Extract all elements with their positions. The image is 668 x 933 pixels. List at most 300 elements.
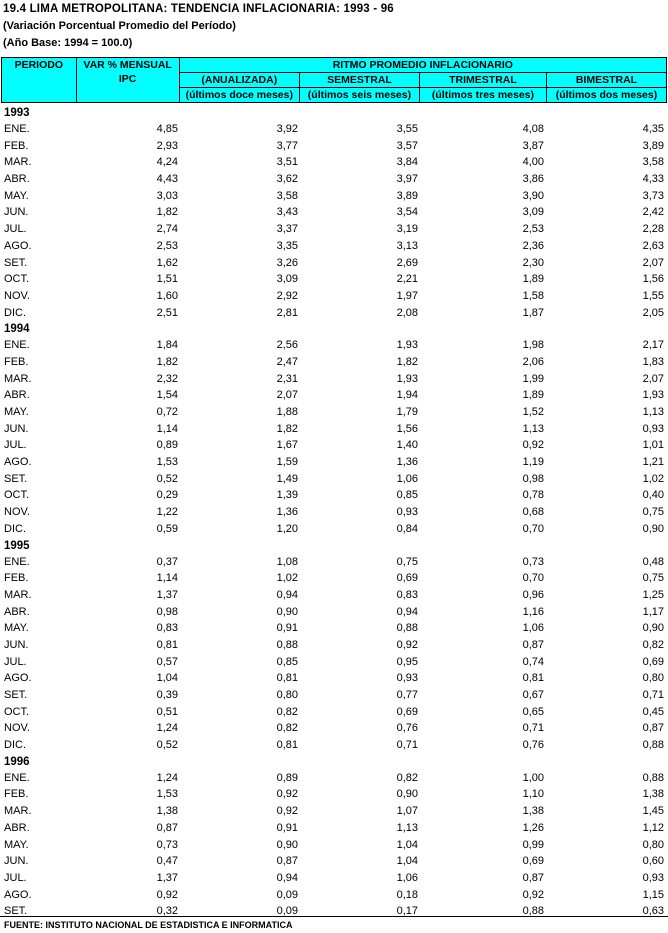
semestral-cell: 0,94 [396, 605, 418, 618]
semestral-cell: 1,06 [396, 472, 418, 485]
table-row [0, 504, 668, 521]
table-row [0, 704, 668, 721]
bimestral-cell: 1,15 [642, 888, 664, 901]
anualizada-cell: 1,08 [276, 555, 298, 568]
anualizada-cell: 0,09 [276, 905, 298, 918]
month-cell: MAY. [4, 622, 29, 635]
bimestral-cell: 0,40 [642, 489, 664, 502]
table-row [0, 288, 668, 305]
semestral-cell: 3,19 [396, 223, 418, 236]
anualizada-cell: 3,35 [276, 239, 298, 252]
trimestral-cell: 0,81 [522, 672, 544, 685]
semestral-cell: 1,56 [396, 422, 418, 435]
anualizada-cell: 1,82 [276, 422, 298, 435]
trimestral-cell: 3,87 [522, 139, 544, 152]
table-row [0, 770, 668, 787]
var-mensual-cell: 1,38 [156, 805, 178, 818]
semestral-cell: 0,95 [396, 655, 418, 668]
month-cell: NOV. [4, 722, 30, 735]
anualizada-cell: 1,59 [276, 456, 298, 469]
bimestral-cell: 2,07 [642, 372, 664, 385]
table-row [0, 620, 668, 637]
semestral-cell: 1,94 [396, 389, 418, 402]
table-row [0, 654, 668, 671]
month-cell: MAY. [4, 189, 29, 202]
anualizada-cell: 0,92 [276, 805, 298, 818]
header-var-line1: VAR % MENSUAL [83, 59, 172, 71]
bimestral-cell: 0,93 [642, 422, 664, 435]
semestral-cell: 1,97 [396, 289, 418, 302]
month-cell: OCT. [4, 489, 30, 502]
table-row [0, 454, 668, 471]
table-row [0, 354, 668, 371]
table-header [1, 57, 667, 103]
month-cell: MAY. [4, 406, 29, 418]
anualizada-cell: 0,88 [276, 638, 298, 651]
month-cell: MAR. [4, 805, 32, 818]
var-mensual-cell: 1,37 [156, 871, 178, 884]
trimestral-cell: 0,99 [522, 838, 544, 851]
month-cell: JUL. [4, 439, 27, 452]
table-row [0, 154, 668, 171]
trimestral-cell: 1,89 [522, 273, 544, 286]
table-row [0, 670, 668, 687]
bimestral-cell: 0,75 [642, 572, 664, 585]
semestral-cell: 1,13 [396, 821, 418, 834]
table-row [0, 604, 668, 621]
trimestral-cell: 1,99 [522, 372, 544, 385]
anualizada-cell: 0,81 [276, 672, 298, 685]
semestral-cell: 1,04 [396, 855, 418, 868]
var-mensual-cell: 0,81 [156, 638, 178, 651]
var-mensual-cell: 1,60 [156, 289, 178, 302]
month-cell: DIC. [4, 739, 26, 752]
page-title: 19.4 LIMA METROPOLITANA: TENDENCIA INFLACIONARIA: 1993 - 96 [3, 3, 394, 15]
semestral-cell: 0,77 [396, 689, 418, 701]
month-cell: SET. [4, 256, 28, 269]
anualizada-cell: 1,39 [276, 489, 298, 502]
semestral-cell: 3,54 [396, 206, 418, 219]
trimestral-cell: 0,65 [522, 705, 544, 718]
table-row [0, 687, 668, 704]
month-cell: ABR. [4, 173, 30, 186]
anualizada-cell: 3,51 [276, 156, 298, 169]
trimestral-cell: 3,90 [522, 189, 544, 202]
header-anualizada: (ANUALIZADA) [179, 73, 299, 88]
trimestral-cell: 1,26 [522, 821, 544, 834]
month-cell: OCT. [4, 705, 30, 718]
table-row [0, 421, 668, 438]
anualizada-cell: 0,90 [276, 838, 298, 851]
anualizada-cell: 1,02 [276, 572, 298, 585]
month-cell: NOV. [4, 289, 30, 302]
semestral-cell: 0,75 [396, 555, 418, 568]
table-row [0, 121, 668, 138]
bimestral-cell: 3,58 [642, 156, 664, 169]
trimestral-cell: 1,13 [522, 422, 544, 435]
month-cell: AGO. [4, 888, 32, 901]
bimestral-cell: 1,12 [642, 821, 664, 834]
table-row [0, 587, 668, 604]
table-row [0, 853, 668, 870]
anualizada-cell: 0,91 [276, 821, 298, 834]
var-mensual-cell: 0,87 [156, 821, 178, 834]
anualizada-cell: 3,09 [276, 273, 298, 286]
bimestral-cell: 0,48 [642, 555, 664, 568]
anualizada-cell: 0,94 [276, 871, 298, 884]
semestral-cell: 1,93 [396, 339, 418, 352]
anualizada-cell: 1,20 [276, 522, 298, 535]
anualizada-cell: 0,81 [276, 739, 298, 752]
var-mensual-cell: 0,92 [156, 888, 178, 901]
semestral-cell: 0,88 [396, 622, 418, 635]
month-cell: ENE. [4, 339, 30, 352]
bimestral-cell: 0,69 [642, 655, 664, 668]
bimestral-cell: 1,83 [642, 355, 664, 368]
semestral-cell: 1,40 [396, 439, 418, 452]
anualizada-cell: 1,88 [276, 406, 298, 418]
semestral-cell: 3,97 [396, 173, 418, 186]
bimestral-cell: 0,71 [642, 689, 664, 701]
var-mensual-cell: 4,24 [156, 156, 178, 169]
table-row [0, 820, 668, 837]
month-cell: ABR. [4, 389, 30, 402]
bimestral-cell: 1,01 [642, 439, 664, 452]
bimestral-cell: 0,93 [642, 871, 664, 884]
month-cell: JUN. [4, 206, 29, 219]
bimestral-cell: 0,82 [642, 638, 664, 651]
trimestral-cell: 0,92 [522, 888, 544, 901]
anualizada-cell: 3,37 [276, 223, 298, 236]
trimestral-cell: 0,73 [522, 555, 544, 568]
table-row [0, 471, 668, 488]
trimestral-cell: 0,78 [522, 489, 544, 502]
trimestral-cell: 1,16 [522, 605, 544, 618]
table-row [0, 271, 668, 288]
bimestral-cell: 2,28 [642, 223, 664, 236]
anualizada-cell: 3,43 [276, 206, 298, 219]
var-mensual-cell: 0,29 [156, 489, 178, 502]
header-trimestral: TRIMESTRAL [419, 73, 546, 88]
semestral-cell: 0,76 [396, 722, 418, 735]
anualizada-cell: 2,07 [276, 389, 298, 402]
bimestral-cell: 4,33 [642, 173, 664, 186]
month-cell: MAR. [4, 372, 32, 385]
trimestral-cell: 0,92 [522, 439, 544, 452]
var-mensual-cell: 0,72 [156, 406, 178, 418]
semestral-cell: 1,07 [396, 805, 418, 818]
trimestral-cell: 4,08 [522, 123, 544, 135]
header-trimestral-sub: (últimos tres meses) [419, 88, 546, 103]
table-row [0, 404, 668, 421]
anualizada-cell: 0,94 [276, 588, 298, 601]
semestral-cell: 0,85 [396, 489, 418, 502]
var-mensual-cell: 1,82 [156, 206, 178, 219]
anualizada-cell: 2,56 [276, 339, 298, 352]
var-mensual-cell: 1,51 [156, 273, 178, 286]
semestral-cell: 0,93 [396, 672, 418, 685]
semestral-cell: 3,89 [396, 189, 418, 202]
bimestral-cell: 0,80 [642, 838, 664, 851]
var-mensual-cell: 0,89 [156, 439, 178, 452]
var-mensual-cell: 1,04 [156, 672, 178, 685]
trimestral-cell: 1,10 [522, 788, 544, 801]
anualizada-cell: 1,49 [276, 472, 298, 485]
var-mensual-cell: 3,03 [156, 189, 178, 202]
bimestral-cell: 0,90 [642, 522, 664, 535]
var-mensual-cell: 1,22 [156, 506, 178, 519]
table-row [0, 887, 668, 904]
bimestral-cell: 1,21 [642, 456, 664, 469]
semestral-cell: 3,55 [396, 123, 418, 135]
table-row [0, 720, 668, 737]
var-mensual-cell: 1,53 [156, 788, 178, 801]
var-mensual-cell: 0,37 [156, 555, 178, 568]
trimestral-cell: 2,30 [522, 256, 544, 269]
var-mensual-cell: 0,52 [156, 739, 178, 752]
bimestral-cell: 3,73 [642, 189, 664, 202]
trimestral-cell: 0,76 [522, 739, 544, 752]
trimestral-cell: 0,87 [522, 638, 544, 651]
anualizada-cell: 3,58 [276, 189, 298, 202]
trimestral-cell: 0,67 [522, 689, 544, 701]
bimestral-cell: 3,89 [642, 139, 664, 152]
bimestral-cell: 1,45 [642, 805, 664, 818]
var-mensual-cell: 0,52 [156, 472, 178, 485]
table-row [0, 337, 668, 354]
month-cell: DIC. [4, 306, 26, 319]
var-mensual-cell: 0,32 [156, 905, 178, 918]
bimestral-cell: 0,63 [642, 905, 664, 918]
anualizada-cell: 2,92 [276, 289, 298, 302]
anualizada-cell: 0,80 [276, 689, 298, 701]
table-body [0, 105, 668, 920]
var-mensual-cell: 0,39 [156, 689, 178, 701]
anualizada-cell: 2,47 [276, 355, 298, 368]
table-row [0, 188, 668, 205]
month-cell: OCT. [4, 273, 30, 286]
bimestral-cell: 1,55 [642, 289, 664, 302]
trimestral-cell: 0,68 [522, 506, 544, 519]
month-cell: SET. [4, 472, 28, 485]
trimestral-cell: 3,86 [522, 173, 544, 186]
anualizada-cell: 0,82 [276, 705, 298, 718]
var-mensual-cell: 0,73 [156, 838, 178, 851]
month-cell: ENE. [4, 123, 30, 135]
bimestral-cell: 0,88 [642, 739, 664, 752]
table-row [0, 255, 668, 272]
semestral-cell: 3,84 [396, 156, 418, 169]
table-row [0, 870, 668, 887]
var-mensual-cell: 2,74 [156, 223, 178, 236]
trimestral-cell: 0,88 [522, 905, 544, 918]
month-cell: ABR. [4, 821, 30, 834]
table-row [0, 637, 668, 654]
table-row [0, 437, 668, 454]
month-cell: FEB. [4, 572, 29, 585]
year-heading: 1993 [4, 107, 30, 119]
var-mensual-cell: 2,53 [156, 239, 178, 252]
trimestral-cell: 0,70 [522, 572, 544, 585]
month-cell: ENE. [4, 555, 30, 568]
table-row [0, 221, 668, 238]
month-cell: AGO. [4, 456, 32, 469]
bimestral-cell: 1,38 [642, 788, 664, 801]
semestral-cell: 2,21 [396, 273, 418, 286]
var-mensual-cell: 0,57 [156, 655, 178, 668]
anualizada-cell: 1,67 [276, 439, 298, 452]
var-mensual-cell: 4,85 [156, 123, 178, 135]
table-row [0, 171, 668, 188]
month-cell: JUN. [4, 855, 29, 868]
trimestral-cell: 0,98 [522, 472, 544, 485]
semestral-cell: 0,18 [396, 888, 418, 901]
var-mensual-cell: 0,83 [156, 622, 178, 635]
header-ritmo: RITMO PROMEDIO INFLACIONARIO [179, 58, 666, 73]
var-mensual-cell: 1,24 [156, 771, 178, 784]
trimestral-cell: 2,53 [522, 223, 544, 236]
var-mensual-cell: 2,93 [156, 139, 178, 152]
var-mensual-cell: 2,51 [156, 306, 178, 319]
header-var-mensual [76, 58, 179, 103]
bimestral-cell: 2,07 [642, 256, 664, 269]
anualizada-cell: 3,62 [276, 173, 298, 186]
var-mensual-cell: 1,54 [156, 389, 178, 402]
month-cell: AGO. [4, 239, 32, 252]
semestral-cell: 0,17 [396, 905, 418, 918]
bimestral-cell: 2,17 [642, 339, 664, 352]
bimestral-cell: 1,25 [642, 588, 664, 601]
header-anualizada-sub: (últimos doce meses) [179, 88, 299, 103]
header-semestral-sub: (últimos seis meses) [299, 88, 419, 103]
month-cell: ENE. [4, 771, 30, 784]
year-heading: 1994 [4, 323, 30, 336]
semestral-cell: 0,92 [396, 638, 418, 651]
trimestral-cell: 0,71 [522, 722, 544, 735]
header-var-line2: IPC [118, 73, 137, 85]
month-cell: JUN. [4, 638, 29, 651]
var-mensual-cell: 1,14 [156, 422, 178, 435]
month-cell: JUL. [4, 655, 27, 668]
trimestral-cell: 1,19 [522, 456, 544, 469]
month-cell: NOV. [4, 506, 30, 519]
semestral-cell: 0,90 [396, 788, 418, 801]
semestral-cell: 0,84 [396, 522, 418, 535]
table-row [0, 387, 668, 404]
table-row [0, 138, 668, 155]
anualizada-cell: 0,92 [276, 788, 298, 801]
table-row [0, 204, 668, 221]
trimestral-cell: 1,87 [522, 306, 544, 319]
anualizada-cell: 0,91 [276, 622, 298, 635]
semestral-cell: 1,04 [396, 838, 418, 851]
trimestral-cell: 2,36 [522, 239, 544, 252]
var-mensual-cell: 2,32 [156, 372, 178, 385]
var-mensual-cell: 0,51 [156, 705, 178, 718]
table-row [0, 487, 668, 504]
semestral-cell: 0,93 [396, 506, 418, 519]
month-cell: FEB. [4, 139, 29, 152]
var-mensual-cell: 0,59 [156, 522, 178, 535]
semestral-cell: 0,69 [396, 705, 418, 718]
table-row [0, 305, 668, 322]
semestral-cell: 2,08 [396, 306, 418, 319]
month-cell: ABR. [4, 605, 30, 618]
var-mensual-cell: 0,47 [156, 855, 178, 868]
bimestral-cell: 4,35 [642, 123, 664, 135]
header-periodo: PERIODO [2, 58, 77, 103]
base-year-note: (Año Base: 1994 = 100.0) [3, 37, 133, 49]
bimestral-cell: 1,13 [642, 406, 664, 418]
year-heading: 1996 [4, 755, 30, 768]
trimestral-cell: 0,74 [522, 655, 544, 668]
table-row [0, 803, 668, 820]
table-row [0, 837, 668, 854]
bimestral-cell: 0,45 [642, 705, 664, 718]
semestral-cell: 3,57 [396, 139, 418, 152]
trimestral-cell: 4,00 [522, 156, 544, 169]
trimestral-cell: 1,38 [522, 805, 544, 818]
semestral-cell: 0,83 [396, 588, 418, 601]
var-mensual-cell: 0,98 [156, 605, 178, 618]
anualizada-cell: 2,31 [276, 372, 298, 385]
table-row [0, 786, 668, 803]
var-mensual-cell: 1,53 [156, 456, 178, 469]
bimestral-cell: 0,80 [642, 672, 664, 685]
table-row [0, 737, 668, 754]
month-cell: MAR. [4, 588, 32, 601]
month-cell: JUL. [4, 871, 27, 884]
month-cell: SET. [4, 905, 28, 918]
year-heading: 1995 [4, 539, 30, 552]
trimestral-cell: 3,09 [522, 206, 544, 219]
semestral-cell: 1,93 [396, 372, 418, 385]
anualizada-cell: 0,87 [276, 855, 298, 868]
table-row [0, 371, 668, 388]
semestral-cell: 0,82 [396, 771, 418, 784]
bimestral-cell: 1,02 [642, 472, 664, 485]
month-cell: JUL. [4, 223, 27, 236]
trimestral-cell: 0,87 [522, 871, 544, 884]
var-mensual-cell: 1,84 [156, 339, 178, 352]
header-semestral: SEMESTRAL [299, 73, 419, 88]
bimestral-cell: 1,56 [642, 273, 664, 286]
bimestral-cell: 0,60 [642, 855, 664, 868]
semestral-cell: 0,71 [396, 739, 418, 752]
trimestral-cell: 1,58 [522, 289, 544, 302]
bimestral-cell: 2,42 [642, 206, 664, 219]
bimestral-cell: 2,05 [642, 306, 664, 319]
header-bimestral: BIMESTRAL [546, 73, 666, 88]
trimestral-cell: 0,96 [522, 588, 544, 601]
table-row [0, 554, 668, 571]
month-cell: FEB. [4, 355, 29, 368]
anualizada-cell: 0,09 [276, 888, 298, 901]
trimestral-cell: 0,70 [522, 522, 544, 535]
bimestral-cell: 1,17 [642, 605, 664, 618]
month-cell: AGO. [4, 672, 32, 685]
bimestral-cell: 0,88 [642, 771, 664, 784]
trimestral-cell: 0,69 [522, 855, 544, 868]
semestral-cell: 1,79 [396, 406, 418, 418]
anualizada-cell: 0,90 [276, 605, 298, 618]
anualizada-cell: 0,85 [276, 655, 298, 668]
table-row [0, 238, 668, 255]
trimestral-cell: 1,89 [522, 389, 544, 402]
bimestral-cell: 2,63 [642, 239, 664, 252]
var-mensual-cell: 1,82 [156, 355, 178, 368]
semestral-cell: 1,36 [396, 456, 418, 469]
